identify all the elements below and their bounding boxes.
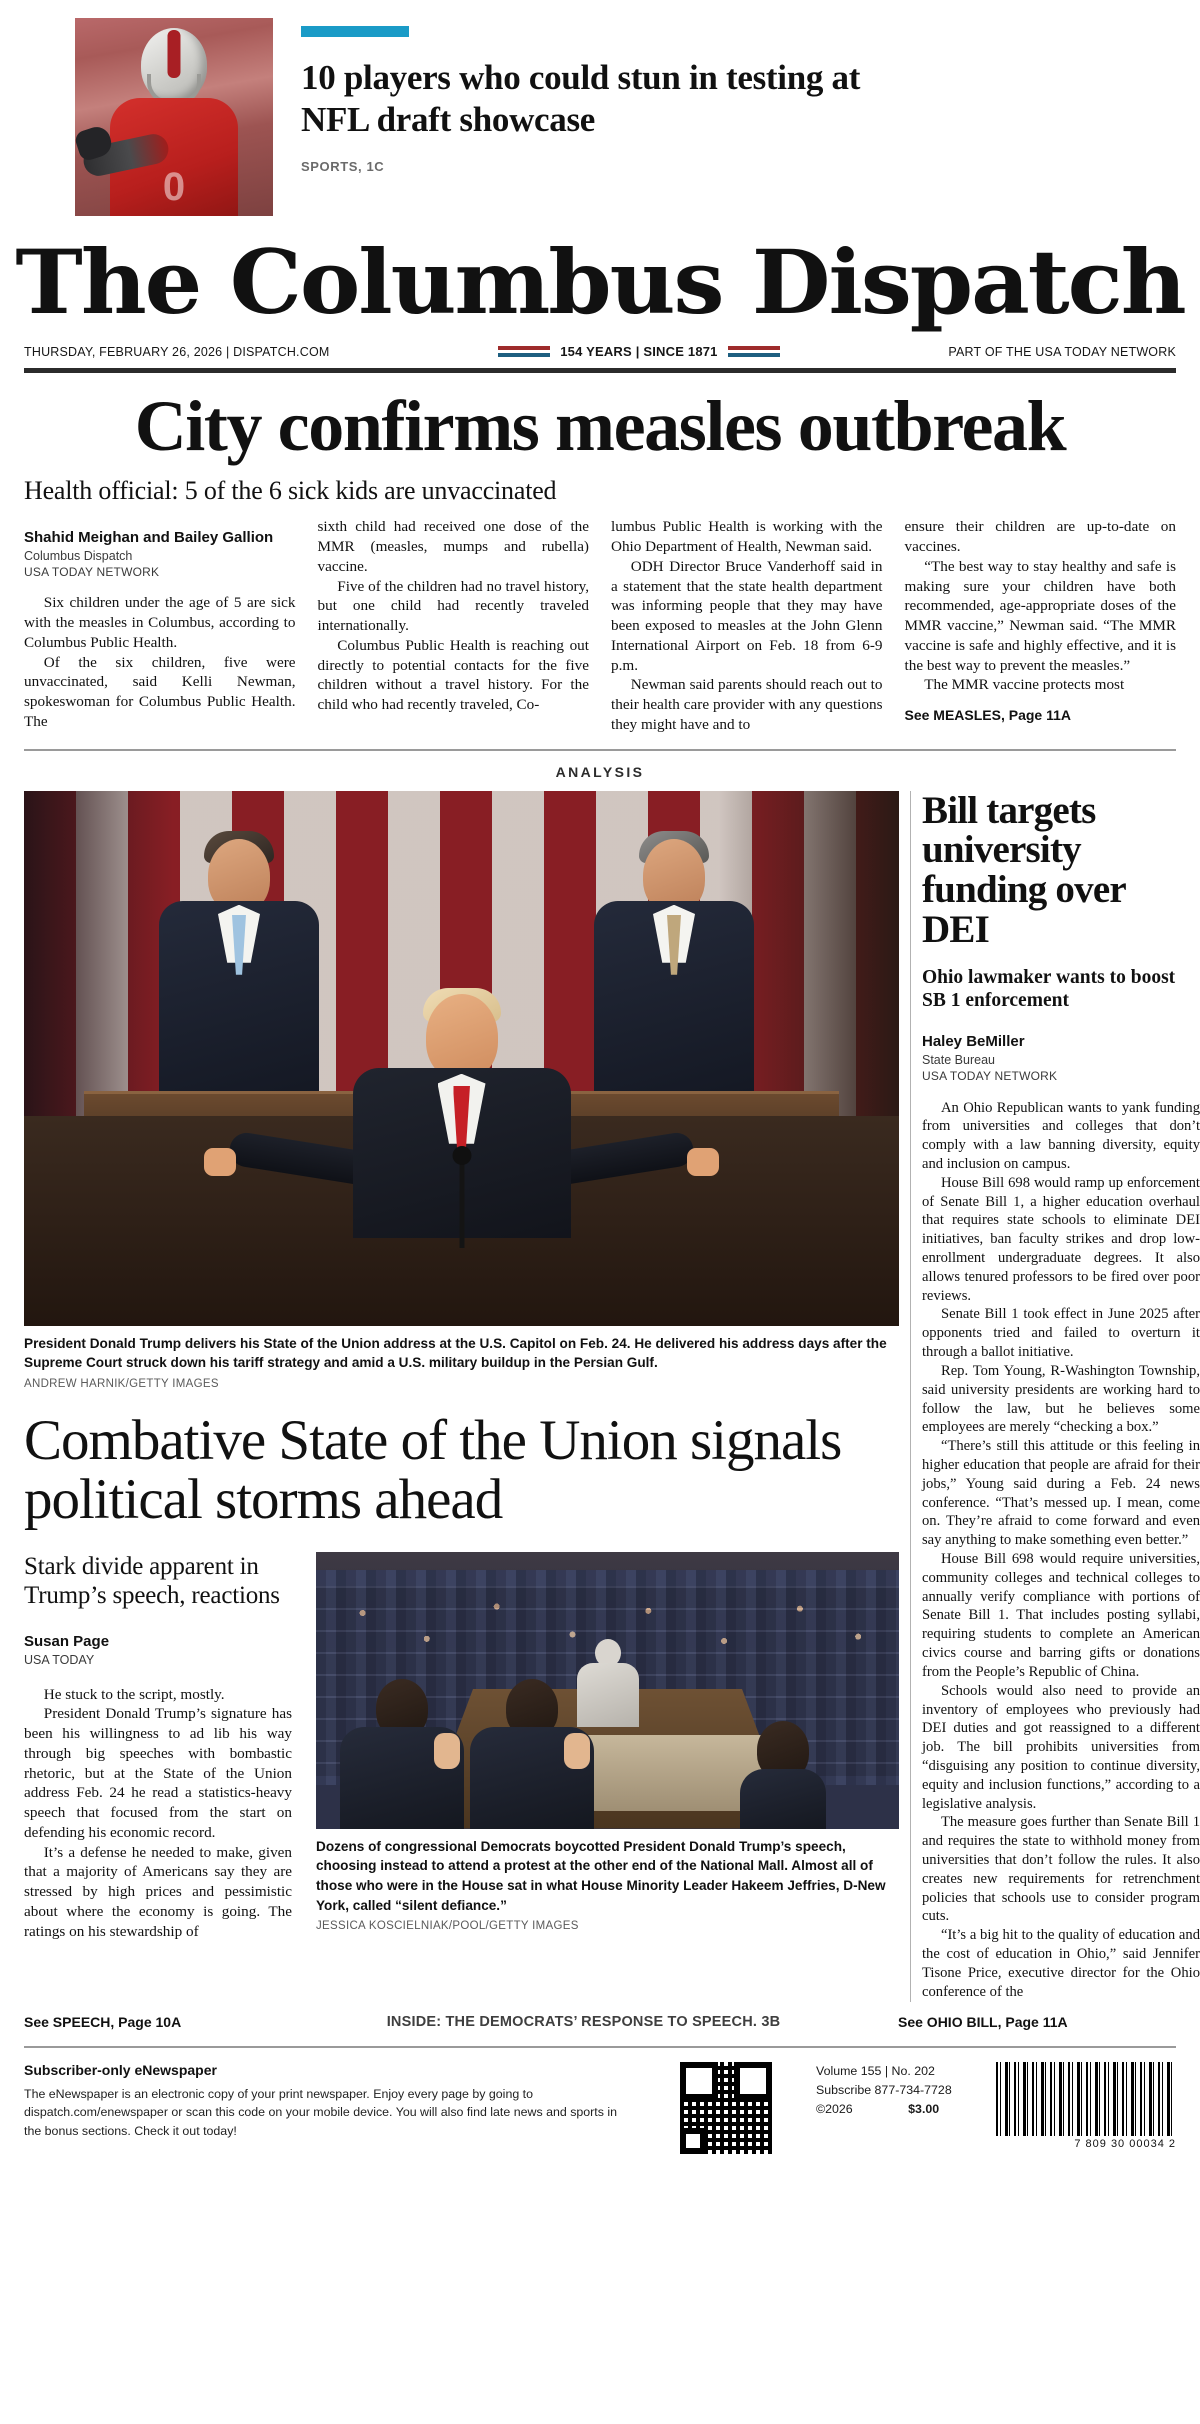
flag-ribbon-right-icon bbox=[728, 346, 780, 357]
rail-deck: Ohio lawmaker wants to boost SB 1 enforcement bbox=[922, 966, 1176, 1012]
congress-photo-credit: JESSICA KOSCIELNIAK/POOL/GETTY IMAGES bbox=[316, 1920, 579, 1933]
sotu-body bbox=[24, 1685, 292, 1942]
rail-byline-org: State Bureau bbox=[922, 1052, 995, 1067]
promo-text-block bbox=[273, 18, 1170, 174]
enewspaper-promo bbox=[24, 2062, 664, 2141]
copyright-notice: ©2026 bbox=[816, 2101, 853, 2116]
paragraph: Schools would also need to provide an inventory of employees who previously had DEI duties and got reassigned to a different job. The bill prohibits universities from “disguising any position to continue diversity, equity and inclusion functions,” according to a legislative analysis. bbox=[922, 1682, 1200, 1812]
clapping-hand bbox=[434, 1733, 460, 1769]
qr-code-icon[interactable] bbox=[680, 2062, 772, 2154]
volume-info bbox=[816, 2062, 960, 2120]
flag-ribbon-left-icon bbox=[498, 346, 550, 357]
masthead bbox=[0, 230, 1200, 334]
speaker-hand-left bbox=[204, 1148, 236, 1176]
sotu-headline[interactable]: Combative State of the Union signals political storms ahead bbox=[24, 1409, 842, 1531]
promo-accent-rule bbox=[301, 26, 409, 37]
paragraph: An Ohio Republican wants to yank funding from universities and colleges that don’t comply with a law banning diversity, equity and inclusion on campus. bbox=[922, 1099, 1200, 1172]
lead-column-2 bbox=[318, 515, 590, 734]
paragraph: Of the six children, five were unvaccinated, said Kelli Newman, spokeswoman for Columbus Public Health. The bbox=[24, 653, 296, 730]
promo-section-kicker[interactable]: SPORTS, 1C bbox=[301, 159, 385, 174]
paragraph: Five of the children had no travel history, but one child had recently traveled internationally. bbox=[317, 577, 589, 635]
paragraph: lumbus Public Health is working with the Ohio Department of Health, Newman said. bbox=[611, 518, 883, 556]
lead-column-1 bbox=[24, 515, 296, 734]
sotu-left-column bbox=[24, 1552, 292, 1942]
speaker-hand-right bbox=[687, 1148, 719, 1176]
barcode-icon bbox=[996, 2062, 1176, 2136]
bottom-links-row bbox=[24, 2002, 1176, 2030]
inside-teaser[interactable]: INSIDE: THE DEMOCRATS’ RESPONSE TO SPEECH. 3B bbox=[386, 2013, 781, 2030]
clapping-hand bbox=[564, 1733, 590, 1769]
rail-byline: Haley BeMiller bbox=[922, 1032, 1025, 1050]
paragraph: The measure goes further than Senate Bill 1 and requires the state to withhold money from universities that don’t follow the rules. It also creates new requirements for retrenchment policies that schools use to consider program cuts. bbox=[922, 1814, 1200, 1925]
footer-bar bbox=[24, 2048, 1176, 2154]
rail-body bbox=[922, 1099, 1200, 2002]
sotu-photo-credit: ANDREW HARNIK/GETTY IMAGES bbox=[24, 1378, 219, 1391]
sotu-byline: Susan Page bbox=[24, 1632, 110, 1650]
lead-body-1 bbox=[24, 593, 296, 731]
sotu-columns bbox=[24, 1552, 899, 1942]
sotu-right-column bbox=[316, 1552, 899, 1942]
paragraph: “It’s a big hit to the quality of education and the cost of education in Ohio,” said Jennifer Tisone Price, executive director for the Ohio conference of the bbox=[922, 1927, 1200, 2000]
speech-jump-link[interactable]: See SPEECH, Page 10A bbox=[24, 2013, 182, 2030]
newsstand-price: $3.00 bbox=[908, 2101, 940, 2116]
paragraph: Newman said parents should reach out to their health care provider with any questions they might have and to bbox=[611, 676, 883, 733]
main-content-grid bbox=[24, 788, 1200, 2002]
sotu-deck: Stark divide apparent in Trump’s speech, reactions bbox=[24, 1552, 280, 1609]
newspaper-title: The Columbus Dispatch bbox=[15, 230, 1185, 334]
barcode-number: 7 809 30 00034 2 bbox=[1074, 2137, 1176, 2150]
helmet-stripe bbox=[168, 30, 181, 78]
lead-headline[interactable]: City confirms measles outbreak bbox=[134, 386, 1066, 466]
paragraph: Rep. Tom Young, R-Washington Township, said university presidents are working hard to follow the law, but he believes some employees are merely “checking a box.” bbox=[922, 1362, 1200, 1436]
sotu-photo-caption: President Donald Trump delivers his State of the Union address at the U.S. Capitol on Feb. 24. He delivered his address days after the Supreme Court struck down his tariff strategy and amid a U.S. military buildup in the Persian Gulf. bbox=[24, 1335, 887, 1371]
ohio-bill-jump-link[interactable]: See OHIO BILL, Page 11A bbox=[898, 2013, 1068, 2030]
promo-photo bbox=[75, 18, 273, 216]
paragraph: Senate Bill 1 took effect in June 2025 after opponents tried and failed to overturn it through a ballot initiative. bbox=[922, 1306, 1200, 1361]
volume-number: Volume 155 | No. 202 bbox=[816, 2063, 935, 2078]
paragraph: “The best way to stay healthy and safe is making sure your children have both recommended, age-appropriate doses of the MMR vaccine,” Newman said. “The MMR vaccine is safe and highly effective, and it is the best way to prevent the measles.” bbox=[904, 557, 1176, 674]
sotu-byline-org: USA TODAY bbox=[24, 1652, 95, 1667]
lead-jump-link[interactable]: See MEASLES, Page 11A bbox=[904, 707, 1072, 724]
congress-photo bbox=[316, 1552, 899, 1829]
paragraph: The MMR vaccine protects most bbox=[924, 676, 1125, 694]
enewspaper-title: Subscriber-only eNewspaper bbox=[24, 2061, 217, 2078]
rail-byline-network: USA TODAY NETWORK bbox=[922, 1068, 1058, 1083]
congress-photo-caption: Dozens of congressional Democrats boycotted President Donald Trump’s speech, choosing instead to attend a protest at the other end of the National Mall. Almost all of those who were in the House sat in what House Minority Leader Hakeem Jeffries, D-New York, called “silent defiance.” bbox=[316, 1838, 886, 1913]
lead-deck: Health official: 5 of the 6 sick kids are unvaccinated bbox=[24, 475, 557, 505]
microphone-icon bbox=[459, 1156, 464, 1248]
barcode-block bbox=[976, 2062, 1176, 2150]
enewspaper-body: The eNewspaper is an electronic copy of your print newspaper. Enjoy every page by going to dispatch.com/enewspaper or scan this code on your mobile device. You will also find late news and sports in the bonus sections. Check it out today! bbox=[24, 2086, 618, 2138]
lead-byline-org: Columbus Dispatch bbox=[24, 549, 133, 564]
paragraph: ensure their children are up-to-date on vaccines. bbox=[904, 518, 1176, 556]
paragraph: “There’s still this attitude or this feeling in higher education that people are afraid for their jobs,” Young said during a Feb. 24 news conference. “That’s messed up. I mean, come on. They’re afraid to come forward and even say anything to make something even better.” bbox=[922, 1438, 1200, 1549]
dateline-network: PART OF THE USA TODAY NETWORK bbox=[948, 344, 1176, 359]
seated-official-left bbox=[164, 839, 314, 1094]
lead-column-4 bbox=[905, 515, 1177, 734]
rail-headline[interactable]: Bill targets university funding over DEI bbox=[922, 788, 1126, 951]
paragraph: He stuck to the script, mostly. bbox=[43, 1685, 225, 1703]
paragraph: sixth child had received one dose of the MMR (measles, mumps and rubella) vaccine. bbox=[317, 518, 589, 575]
lead-byline-network: USA TODAY NETWORK bbox=[24, 565, 160, 580]
lead-story bbox=[24, 373, 1176, 735]
dateline-bar bbox=[24, 344, 1176, 359]
analysis-label: ANALYSIS bbox=[555, 763, 645, 780]
dateline-center bbox=[329, 344, 948, 359]
right-rail-story bbox=[922, 788, 1200, 2002]
paragraph: President Donald Trump’s signature has been his willingness to ad lib his way through big speeches with bombastic rhetoric, but at the State of the Union address Feb. 24 he read a statistics-heavy speech that focused from the start on defending his economic record. bbox=[24, 1705, 292, 1841]
paragraph: House Bill 698 would ramp up enforcement of Senate Bill 1, a higher education overhaul that requires state schools to eliminate DEI initiatives, ban faculty strikes and drop low-enrollment undergraduate degrees. It also allows tenured professors to be fired over poor reviews. bbox=[922, 1174, 1200, 1304]
foreground-member-3 bbox=[737, 1721, 829, 1829]
paragraph: ODH Director Bruce Vanderhoff said in a statement that the state health department was informing people that they may have been exposed to measles at the John Glenn International Airport on Feb. 18 from 6-9 p.m. bbox=[611, 557, 883, 674]
lead-byline: Shahid Meighan and Bailey Gallion bbox=[24, 529, 274, 547]
sotu-package bbox=[24, 791, 899, 2002]
sotu-photo bbox=[24, 791, 899, 1326]
dateline-date: THURSDAY, FEBRUARY 26, 2026 | DISPATCH.COM bbox=[24, 344, 330, 359]
subscribe-phone[interactable]: Subscribe 877-734-7728 bbox=[816, 2082, 952, 2097]
paragraph: It’s a defense he needed to make, given that a majority of Americans say they are stressed by high prices and pessimistic about where the economy is going. The ratings on his stewardship of bbox=[24, 1843, 292, 1940]
lead-column-3 bbox=[611, 515, 883, 734]
dateline-years: 154 YEARS | SINCE 1871 bbox=[560, 344, 718, 359]
column-divider bbox=[910, 791, 911, 2002]
top-promo-strip[interactable] bbox=[30, 0, 1170, 230]
paragraph: Six children under the age of 5 are sick with the measles in Columbus, according to Columbus Public Health. bbox=[24, 594, 296, 651]
seated-official-right bbox=[599, 839, 749, 1094]
paragraph: House Bill 698 would require universities, community colleges and technical colleges to annually verify compliance with portions of Senate Bill 1. That includes posting syllabi, requiring students to complete an American civics course and barring gifts or donations from the People’s Republic of China. bbox=[922, 1551, 1200, 1680]
promo-headline[interactable]: 10 players who could stun in testing at NFL draft showcase bbox=[301, 58, 861, 139]
lead-columns bbox=[24, 515, 1176, 734]
paragraph: Columbus Public Health is reaching out directly to potential contacts for the five children without a travel history. For the child who had recently traveled, Co- bbox=[317, 636, 589, 714]
jersey-number: 0 bbox=[162, 165, 186, 209]
